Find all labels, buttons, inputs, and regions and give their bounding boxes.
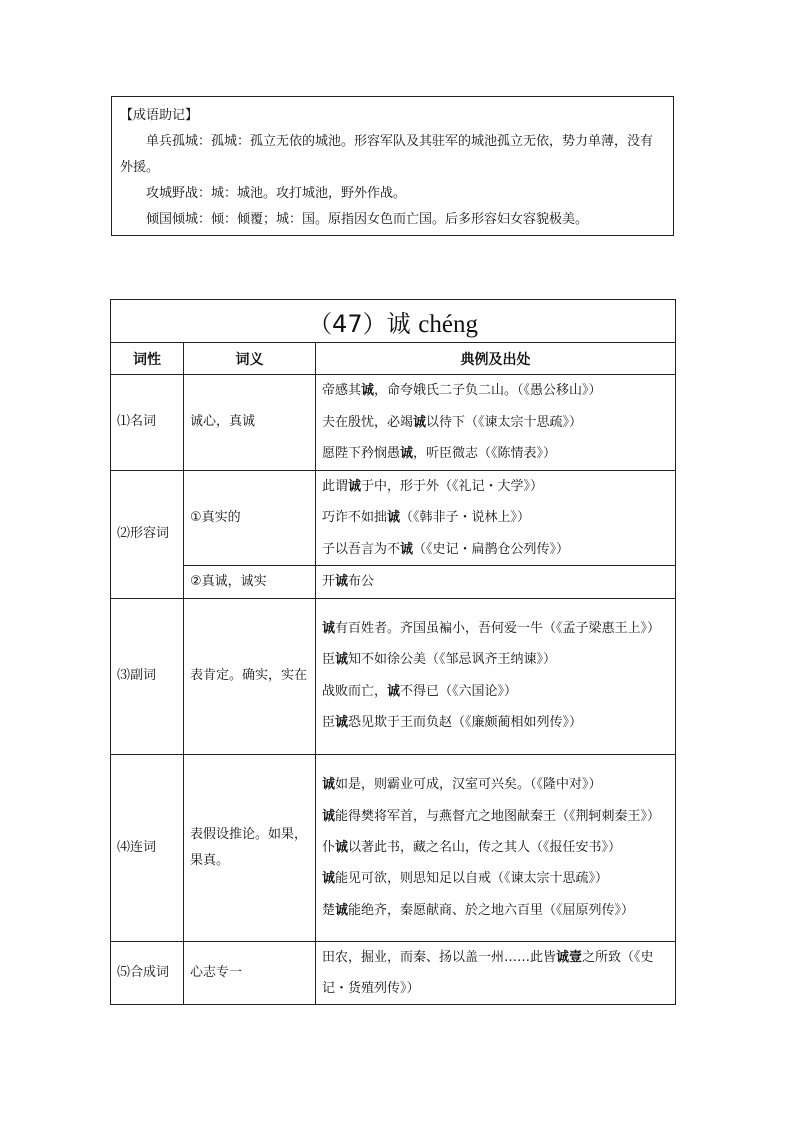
pos-cell: ⑶副词 <box>111 598 184 754</box>
example-text: 能见可欲，则思知足以自戒（《谏太宗十思疏》） <box>335 871 609 886</box>
idiom-entry: 倾国倾城：倾：倾覆；城：国。原指因女色而亡国。后多形容妇女容貌极美。 <box>146 212 589 227</box>
meaning-cell: ②真诚，诚实 <box>184 566 316 599</box>
meaning-cell: 心志专一 <box>184 941 316 1004</box>
entry-title <box>111 300 676 343</box>
headword-highlight: 诚 <box>361 383 375 398</box>
example-text: 以待下（《谏太宗十思疏》） <box>426 414 583 430</box>
example-line <box>322 676 669 708</box>
headword-highlight: 诚 <box>322 871 336 886</box>
example-line <box>322 471 669 503</box>
example-line <box>322 769 669 801</box>
headword-highlight: 诚 <box>322 621 336 637</box>
example-line <box>322 942 669 1004</box>
examples-cell <box>316 566 676 599</box>
idiom-mnemonic-box <box>111 96 674 236</box>
headword-highlight: 诚 <box>348 478 362 494</box>
example-text: 于中，形于外（《礼记・大学》） <box>361 478 544 494</box>
example-text: 之所致（《史记・货殖列传》） <box>322 949 654 996</box>
idiom-box-heading: 【成语助记】 <box>120 108 199 123</box>
table-row <box>111 375 676 471</box>
example-text: 子以吾言为不 <box>322 541 401 557</box>
example-text: 布公 <box>348 574 375 589</box>
example-text: 臣 <box>322 715 336 731</box>
example-line <box>322 644 669 676</box>
example-line <box>322 707 669 739</box>
example-text: 不得已（《六国论》） <box>400 683 518 699</box>
table-row <box>111 470 676 566</box>
example-line <box>322 566 669 598</box>
example-line <box>322 438 669 470</box>
pos-cell: ⑷连词 <box>111 754 184 941</box>
meaning-cell: 表肯定。确实，实在 <box>184 598 316 754</box>
example-line <box>322 801 669 832</box>
header-examples: 典例及出处 <box>316 343 676 375</box>
table-row <box>111 598 676 754</box>
examples-cell <box>316 375 676 471</box>
example-line <box>322 407 669 439</box>
example-text: 以著此书，藏之名山，传之其人（《报任安书》） <box>348 839 622 855</box>
example-line <box>322 832 669 864</box>
example-text: 恐见欺于王而负赵（《廉颇蔺相如列传》） <box>348 715 583 731</box>
examples-cell <box>316 754 676 941</box>
example-text: 有百姓者。齐国虽褊小，吾何爱一牛（《孟子梁惠王上》） <box>335 621 661 637</box>
headword-highlight: 诚 <box>400 446 414 461</box>
example-line <box>322 534 669 566</box>
examples-cell <box>316 470 676 566</box>
example-text: ，命夸娥氏二子负二山。（《愚公移山》） <box>374 383 602 398</box>
example-text: 开 <box>322 574 336 589</box>
headword-highlight: 诚壹 <box>556 949 583 965</box>
headword-highlight: 诚 <box>335 574 349 589</box>
meaning-cell: 表假设推论。如果，果真。 <box>184 754 316 941</box>
example-text: 田农，掘业，而秦、扬以盖一州……此皆 <box>322 949 557 965</box>
table-row <box>111 941 676 1004</box>
example-text: 如是，则霸业可成，汉室可兴矣。（《隆中对》） <box>335 777 602 792</box>
meaning-cell: ①真实的 <box>184 470 316 566</box>
example-text: 愿陛下矜悯愚 <box>322 446 401 461</box>
entry-title-pinyin: chéng <box>418 310 478 338</box>
example-text: 战败而亡， <box>322 683 388 699</box>
example-text: 知不如徐公美（《邹忌讽齐王纳谏》） <box>348 652 557 668</box>
examples-cell <box>316 598 676 754</box>
headword-highlight: 诚 <box>335 839 349 855</box>
examples-cell <box>316 941 676 1004</box>
header-pos: 词性 <box>111 343 184 375</box>
header-meaning: 词义 <box>184 343 316 375</box>
example-line <box>322 863 669 895</box>
example-text: ，听臣微志（《陈情表》） <box>413 446 557 461</box>
pos-cell: ⑸合成词 <box>111 941 184 1004</box>
headword-highlight: 诚 <box>387 510 401 525</box>
example-text: 夫在殷忧，必竭 <box>322 414 414 430</box>
headword-highlight: 诚 <box>387 683 401 699</box>
example-text: 巧诈不如拙 <box>322 510 388 525</box>
example-line <box>322 502 669 534</box>
entry-title-char: （47）诚 <box>308 309 411 338</box>
example-text: 能绝齐，秦愿献商、於之地六百里（《屈原列传》） <box>348 902 635 918</box>
headword-highlight: 诚 <box>400 541 414 557</box>
pos-cell: ⑵形容词 <box>111 470 184 598</box>
example-text: 楚 <box>322 902 336 918</box>
example-line <box>322 895 669 927</box>
headword-highlight: 诚 <box>322 808 336 824</box>
idiom-entry: 攻城野战：城：城池。攻打城池，野外作战。 <box>146 186 407 201</box>
meaning-cell: 诚心，真诚 <box>184 375 316 471</box>
pos-cell: ⑴名词 <box>111 375 184 471</box>
idiom-entry: 单兵孤城：孤城：孤立无依的城池。形容军队及其驻军的城池孤立无依，势力单薄，没有外援。 <box>120 134 654 175</box>
headword-highlight: 诚 <box>335 715 349 731</box>
example-text: （《史记・扁鹊仓公列传》） <box>413 541 570 557</box>
headword-highlight: 诚 <box>322 777 336 792</box>
example-text: 能得樊将军首，与燕督亢之地图献秦王（《荆轲刺秦王》） <box>335 808 661 824</box>
example-line <box>322 613 669 644</box>
example-text: 臣 <box>322 652 336 668</box>
table-row <box>111 566 676 599</box>
example-line <box>322 375 669 407</box>
headword-highlight: 诚 <box>335 652 349 668</box>
table-row <box>111 754 676 941</box>
example-text: （《韩非子・说林上》） <box>400 510 531 525</box>
headword-highlight: 诚 <box>335 902 349 918</box>
example-text: 仆 <box>322 839 336 855</box>
word-entry-table <box>110 299 676 1005</box>
example-text: 此谓 <box>322 478 349 494</box>
example-text: 帝感其 <box>322 383 362 398</box>
headword-highlight: 诚 <box>413 414 427 430</box>
